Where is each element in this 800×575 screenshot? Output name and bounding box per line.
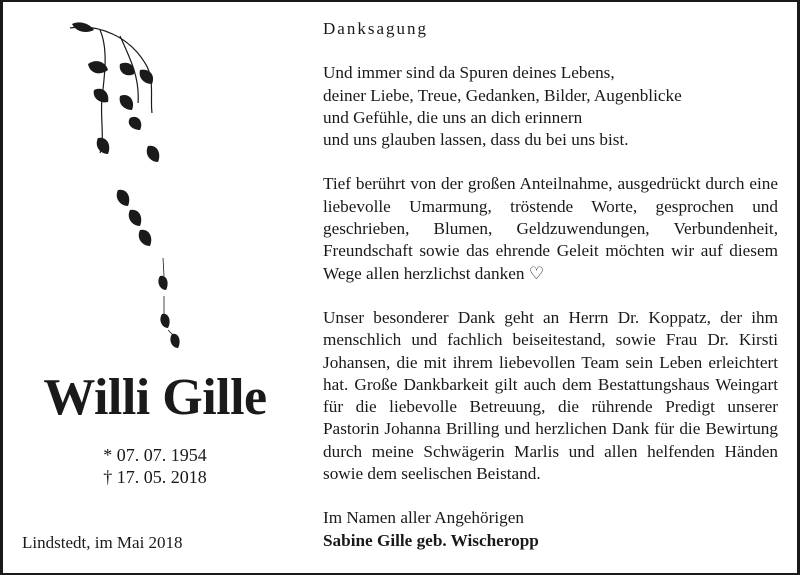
closing-line: Im Namen aller Angehörigen [323,508,524,528]
birth-date: * 07. 07. 1954 [103,445,207,465]
signature-name: Sabine Gille geb. Wischeropp [323,530,539,550]
life-dates [0,444,310,488]
birch-leaves-icon [60,18,210,358]
thanks-paragraph: Tief berührt von der großen Anteilnahme, ausgedrückt durch eine liebevolle Umarmung, tröstende Worte, gesprochen und geschrieben, Blumen, Geldzuwendungen, Verbundenheit, Freundschaft sowie das ehrende Geleit möchten wir auf diesem Wege allen herzlichst danken ♡ [323,174,778,283]
right-column [323,18,778,552]
poem-line: und uns glauben lassen, dass du bei uns bist. [323,130,629,150]
poem-line: deiner Liebe, Treue, Gedanken, Bilder, Augenblicke [323,85,682,105]
death-date: † 17. 05. 2018 [103,467,207,487]
left-column [0,0,310,575]
deceased-name: Willi Gille [43,369,267,426]
place-and-date: Lindstedt, im Mai 2018 [22,533,183,552]
poem-line: Und immer sind da Spuren deines Lebens, [323,63,615,83]
poem [323,62,778,151]
special-thanks-paragraph: Unser besonderer Dank geht an Herrn Dr. Koppatz, der ihm menschlich und fachlich beiseitestand, sowie Frau Dr. Kirsti Johansen, die mit ihrem liebevollen Team sein Leben erleichtert hat. Große Dankbarkeit gilt auch dem Bestattungshaus Weingart für die liebevolle Betreuung, die rührende Predigt unserer Pastorin Johanna Brilling und herzlichen Dank für die Bewirtung durch meine Schwägerin Marlis und allen helfenden Händen sowie dem seelischen Beistand. [323,307,778,484]
notice-heading: Danksagung [323,19,428,38]
poem-line: und Gefühle, die uns an dich erinnern [323,107,583,127]
